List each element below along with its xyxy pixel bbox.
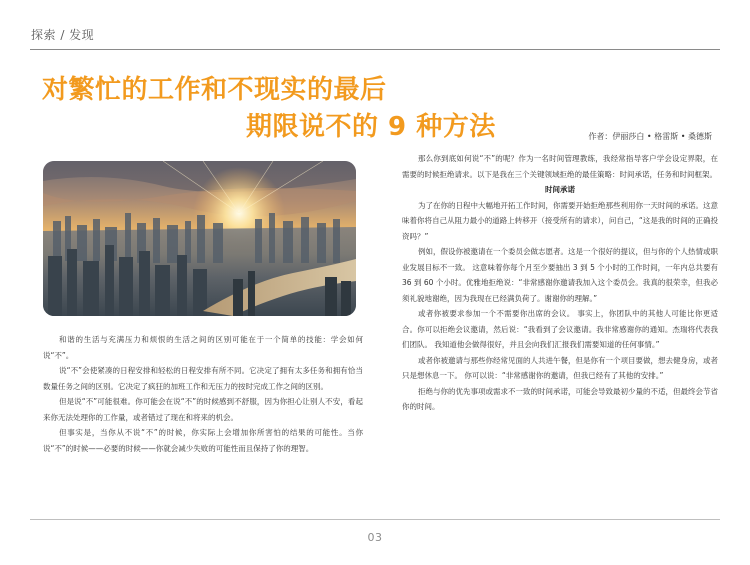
author-byline: 作者：伊丽莎白 • 格雷斯 • 桑德斯 <box>588 132 712 141</box>
page-number: 03 <box>367 531 383 544</box>
body-paragraph: 例如，假设你被邀请在一个委员会做志愿者。这是一个很好的提议，但与你的个人热情或职业发展目标不一致。 这意味着你每个月至少要抽出 3 到 5 个小时的工作时间，一年内总共要有 36 到 60 个小时。优雅地拒绝说：“非常感谢你邀请我加入这个委员会。我真的很荣幸，但我必须礼貌地谢绝，因为我现在已经满负荷了。谢谢你的理解。” <box>402 247 718 303</box>
intro-paragraph: 那么你到底如何说“不”的呢？作为一名时间管理教练，我经常指导客户学会设定界限，在需要的时候拒绝请求。以下是我在三个关键领域拒绝的最佳策略：时间承诺，任务和时间框架。 <box>402 154 718 179</box>
body-paragraph: 或者你被要求参加一个不需要你出席的会议。 事实上，你团队中的其他人可能比你更适合。你可以拒绝会议邀请，然后说：“我看到了会议邀请。我非常感谢你的通知。杰瑞将代表我们团队。 我知道他会做得很好，并且会向我们汇报我们需要知道的任何事情。” <box>402 309 718 349</box>
right-column <box>402 151 718 415</box>
footer-divider <box>30 519 720 520</box>
article-title-line-1: 对繁忙的工作和不现实的最后 <box>42 75 387 105</box>
body-paragraph: 说“不”会使紧凑的日程安排和轻松的日程安排有所不同。它决定了拥有太多任务和拥有恰当数量任务之间的区别。它决定了疯狂的加班工作和无压力的按时完成工作之间的区别。 <box>43 366 363 391</box>
body-paragraph: 或者你被邀请与那些你经常见面的人共进午餐，但是你有一个项目要做，想去健身房，或者只是想休息一下。 你可以说：“非常感谢你的邀请，但我已经有了其他的安排。” <box>402 355 718 380</box>
body-paragraph: 但事实是，当你从不说“不”的时候，你实际上会增加你所害怕的结果的可能性。当你说“不”的时候——必要的时候——你就会减少失败的可能性而且保持了你的理智。 <box>43 428 363 453</box>
body-paragraph: 和谐的生活与充满压力和烦恨的生活之间的区别可能在于一个简单的技能：学会如何说“不”。 <box>43 335 363 360</box>
body-paragraph: 但是说“不”可能很难。你可能会在说“不”的时候感到不舒服，因为你担心让别人不安，看起来你无法处理你的工作量，或者错过了现在和将来的机会。 <box>43 397 363 422</box>
left-column <box>43 332 363 456</box>
section-label: 探索 / 发现 <box>31 28 95 42</box>
city-sunset-photo <box>43 161 356 316</box>
header-divider <box>30 49 720 50</box>
section-subheading: 时间承诺 <box>545 185 575 194</box>
body-paragraph: 为了在你的日程中大幅地开拓工作时间，你需要开始拒绝那些利用你一天时间的承诺。这意味着你将自己从阻力最小的道路上转移开（接受所有的请求），问自己，“这是我的时间的正确投资吗？” <box>402 200 718 241</box>
article-title-line-2: 期限说不的 9 种方法 <box>246 112 496 142</box>
body-paragraph: 拒绝与你的优先事项或需求不一致的时间承诺，可能会导致最初少量的不适，但最终会节省你的时间。 <box>402 386 718 411</box>
